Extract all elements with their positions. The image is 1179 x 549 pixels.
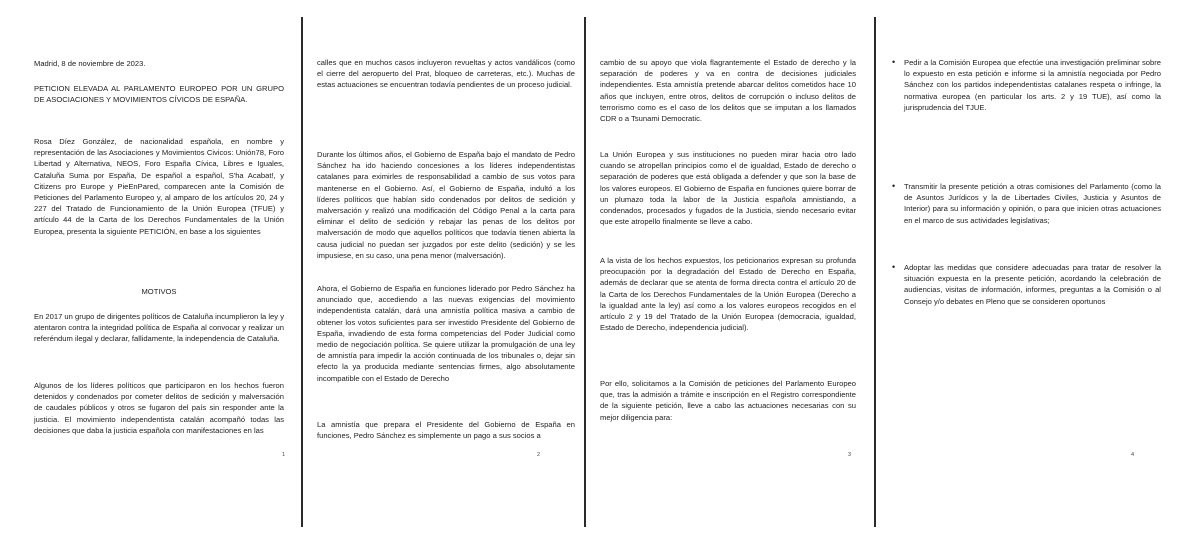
paragraph: En 2017 un grupo de dirigentes políticos de Cataluña incumplieron la ley y atentaron contra la integridad política de España al convocar y realizar un referéndum ilegal y declarar, fallidamente, la independencia de Cataluña. bbox=[34, 312, 284, 344]
petition-title: PETICION ELEVADA AL PARLAMENTO EUROPEO POR UN GRUPO DE ASOCIACIONES Y MOVIMIENTOS CÍVICOS DE ESPAÑA. bbox=[34, 84, 284, 105]
paragraph: La amnistía que prepara el Presidente del Gobierno de España en funciones, Pedro Sánchez es simplemente un pago a sus socios a bbox=[317, 420, 575, 441]
document-page-4 bbox=[889, 0, 1161, 549]
list-item: • Pedir a la Comisión Europea que efectúe una investigación preliminar sobre lo expuesto en esta petición e informe si la amnistía negociada por Pedro Sánchez con los partidos independentistas catalanes respeta o infringe, la normativa europea (en particular los arts. 2 y 19 TUE), así como la jurisprudencia del TJUE. bbox=[904, 57, 1161, 113]
section-heading: MOTIVOS bbox=[141, 287, 177, 296]
paragraph: Ahora, el Gobierno de España en funciones liderado por Pedro Sánchez ha anunciado que, accediendo a las nuevas exigencias del movimiento independentista catalán, dará una amnistía política masiva a cambio de obtener los votos suficientes para ser investido Presidente del Gobierno de España, invadiendo de esta forma competencias del Poder Judicial como medio de negociación política. Se quiere utilizar la promulgación de una ley de amnistía para impedir la acción continuada de los tribunales o, dejar sin efecto la ya producida mediante sentencias firmes, algo absolutamente incompatible con el Estado de Derecho bbox=[317, 284, 575, 383]
document-page-1 bbox=[34, 0, 284, 549]
list-item: • Transmitir la presente petición a otras comisiones del Parlamento (como la de Asuntos Jurídicos y la de Libertades Civiles, Justicia y Asuntos de Interior) para su información y opinión, o para que inicien otras actuaciones en el marco de sus actividades legislativas; bbox=[904, 181, 1161, 226]
document-page-2 bbox=[317, 0, 575, 549]
paragraph: Algunos de los líderes políticos que participaron en los hechos fueron detenidos y condenados por cometer delitos de sedición y malversación de caudales públicos y otros se fugaron del país sin responder ante la justicia. El movimiento independentista catalán acompañó todas las decisiones que daba la justicia española con manifestaciones en las bbox=[34, 381, 284, 435]
page-divider bbox=[584, 17, 586, 527]
page-number: 4 bbox=[1131, 452, 1135, 458]
letter-date: Madrid, 8 de noviembre de 2023. bbox=[34, 59, 146, 68]
paragraph: calles que en muchos casos incluyeron revueltas y actos vandálicos (como el cierre del aeropuerto del Prat, bloqueo de carreteras, etc.). Muchas de estas actuaciones se encuentran todavía pendientes de un proceso judicial. bbox=[317, 58, 575, 90]
page-number: 2 bbox=[537, 452, 541, 458]
page-divider bbox=[301, 17, 303, 527]
paragraph: Durante los últimos años, el Gobierno de España bajo el mandato de Pedro Sánchez ha ido haciendo concesiones a los líderes independentistas catalanes para eximirles de responsabilidad a cambio de sus votos para mantenerse en el Gobierno. Así, el Gobierno de España, indultó a los líderes políticos que habían sido condenados por delitos de sedición y malversación y realizó una modificación del Código Penal a la carta para eliminar el delito de sedición y rebajar las penas de los delitos por malversación de modo que aquellos políticos que todavía tienen abierta la causa judicial no puedan ser juzgados por este delito (sedición) y se les impusiese, en su caso, una pena menor (malversación). bbox=[317, 150, 575, 260]
document-page-3 bbox=[600, 0, 856, 549]
page-number: 1 bbox=[282, 452, 286, 458]
paragraph: A la vista de los hechos expuestos, los peticionarios expresan su profunda preocupación por la degradación del Estado de Derecho en España, además de declarar que se atenta de forma directa contra el artículo 20 de la Carta de los Derechos Fundamentales de la Unión Europea (Derecho a la igualdad ante la ley) así como a los valores europeos recogidos en el artículo 2 y 19 del Tratado de la Unión Europea (democracia, igualdad, Estado de Derecho, independencia judicial). bbox=[600, 256, 856, 333]
intro-paragraph: Rosa Díez González, de nacionalidad española, en nombre y representación de las Asociaciones y Movimientos Civicos: Unión78, Foro Libertad y Alternativa, NEOS, Foro España Cívica, Libres e Iguales, Cataluña Suma por España, De español a español, S'ha Acabat!, y Citizens pro Europe y PieEnPared, comparecen ante la Comisión de Peticiones del Parlamento Europeo y, al amparo de los artículos 20, 24 y 227 del Tratado de Funcionamiento de la Unión Europea (TFUE) y artículo 44 de la Carta de los Derechos Fundamentales de la Unión Europea, presenta la siguiente PETICIÓN, en base a los siguientes bbox=[34, 137, 284, 236]
list-item: • Adoptar las medidas que considere adecuadas para tratar de resolver la situación expuesta en la presente petición, acordando la celebración de audiencias, visitas de información, informes, preguntas a la Comisión o al Consejo y/o debates en Pleno que se consideren oportunos bbox=[904, 262, 1161, 307]
page-divider bbox=[874, 17, 876, 527]
paragraph: Por ello, solicitamos a la Comisión de peticiones del Parlamento Europeo que, tras la admisión a trámite e inscripción en el Registro correspondiente de la siguiente petición, lleve a cabo las actuaciones necesarias con su mejor diligencia para: bbox=[600, 379, 856, 422]
page-number: 3 bbox=[848, 452, 852, 458]
paragraph: cambio de su apoyo que viola flagrantemente el Estado de derecho y la separación de poderes y va en contra de decisiones judiciales independientes. Esta amnistía pretende abarcar delitos cometidos hace 10 años que incluyen, entre otros, delitos de corrupción o incluso delitos de terrorismo como es el caso de los delitos que se imputan a los llamados CDR o a Tsunami Democratic. bbox=[600, 58, 856, 124]
paragraph: La Unión Europea y sus instituciones no pueden mirar hacia otro lado cuando se atropellan principios como el de igualdad, Estado de derecho o separación de poderes que está obligada a defender y que son la base de los valores europeos. El Gobierno de España en funciones quiere borrar de un plumazo toda la labor de la Justicia española amnistiando, a condenados, procesados y fugados de la Justicia, siendo necesario evitar que este atropello finalmente se lleve a cabo. bbox=[600, 150, 856, 227]
